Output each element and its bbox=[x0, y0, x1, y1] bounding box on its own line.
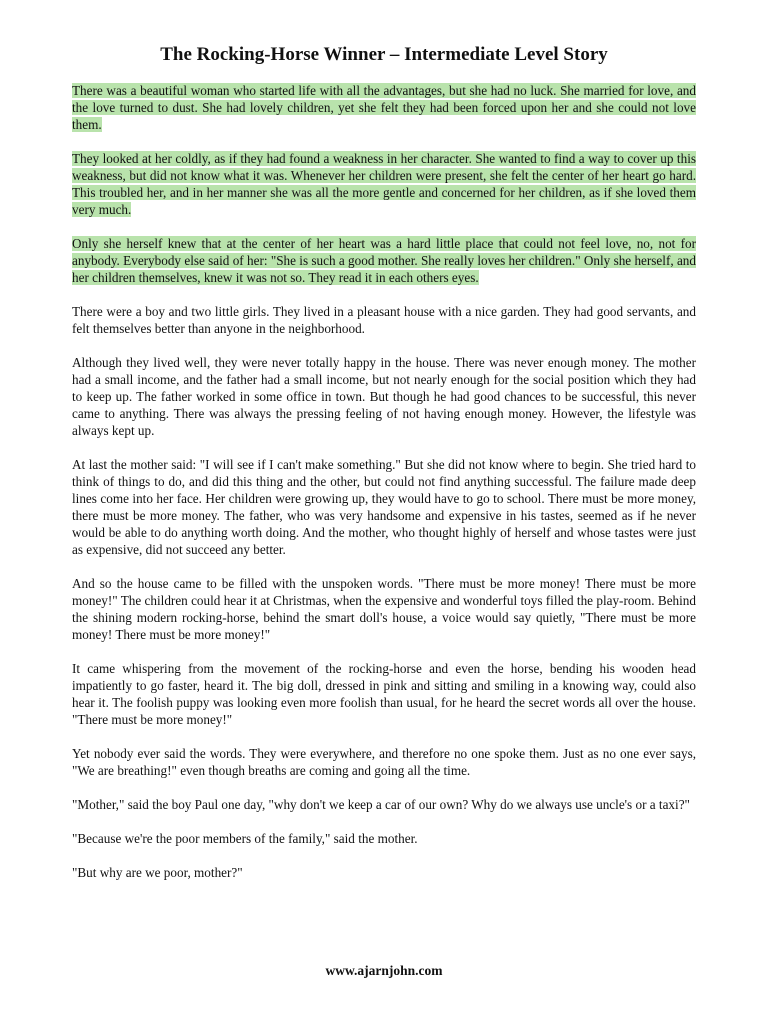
paragraph-1 bbox=[72, 82, 696, 133]
paragraph-12 bbox=[72, 864, 696, 881]
paragraph-5-text: Although they lived well, they were never totally happy in the house. There was never enough money. The mother had a small income, and the father had a small income, but not nearly enough for the social position which they had to keep up. The father worked in some office in town. But though he had good chances to be successful, this never came to anything. There was always the pressing feeling of not having enough money. However, the lifestyle was always kept up. bbox=[72, 355, 696, 438]
paragraph-9 bbox=[72, 745, 696, 779]
paragraph-1-text: There was a beautiful woman who started life with all the advantages, but she had no luck. She married for love, and the love turned to dust. She had lovely children, yet she felt they had been forced upon her and she could not love them. bbox=[72, 83, 696, 132]
paragraph-8 bbox=[72, 660, 696, 728]
paragraph-3 bbox=[72, 235, 696, 286]
paragraph-8-text: It came whispering from the movement of the rocking-horse and even the horse, bending his wooden head impatiently to go faster, heard it. The big doll, dressed in pink and sitting and smiling in a knowing way, could also hear it. The foolish puppy was looking even more foolish than usual, for he heard the secret words all over the house. "There must be more money!" bbox=[72, 661, 696, 727]
paragraph-2 bbox=[72, 150, 696, 218]
footer-url: www.ajarnjohn.com bbox=[325, 963, 443, 978]
page-title: The Rocking-Horse Winner – Intermediate Level Story bbox=[160, 44, 608, 65]
paragraph-6 bbox=[72, 456, 696, 558]
paragraph-9-text: Yet nobody ever said the words. They were everywhere, and therefore no one spoke them. Just as no one ever says, "We are breathing!" even though breaths are coming and going all the time. bbox=[72, 746, 696, 778]
paragraph-2-text: They looked at her coldly, as if they had found a weakness in her character. She wanted to find a way to cover up this weakness, but did not know what it was. Whenever her children were present, she felt the center of her heart go hard. This troubled her, and in her manner she was all the more gentle and concerned for her children, as if she loved them very much. bbox=[72, 151, 696, 217]
paragraph-10 bbox=[72, 796, 696, 813]
paragraph-7 bbox=[72, 575, 696, 643]
paragraph-4-text: There were a boy and two little girls. They lived in a pleasant house with a nice garden. They had good servants, and felt themselves better than anyone in the neighborhood. bbox=[72, 304, 696, 336]
paragraph-5 bbox=[72, 354, 696, 439]
paragraph-3-text: Only she herself knew that at the center of her heart was a hard little place that could not feel love, no, not for anybody. Everybody else said of her: "She is such a good mother. She really loves her children." Only she herself, and her children themselves, knew it was not so. They read it in each others eyes. bbox=[72, 236, 696, 285]
paragraph-10-text: "Mother," said the boy Paul one day, "why don't we keep a car of our own? Why do we always use uncle's or a taxi?" bbox=[72, 797, 690, 812]
paragraph-6-text: At last the mother said: "I will see if I can't make something." But she did not know where to begin. She tried hard to think of things to do, and did this thing and the other, but could not find anything successful. The failure made deep lines come into her face. Her children were growing up, they would have to go to school. There must be more money, there must be more money. The father, who was very handsome and expensive in his tastes, seemed as if he never would be able to do anything worth doing. And the mother, who thought highly of herself and whose tastes were just as expensive, did not succeed any better. bbox=[72, 457, 696, 557]
paragraph-11 bbox=[72, 830, 696, 847]
paragraph-11-text: "Because we're the poor members of the family," said the mother. bbox=[72, 831, 418, 846]
paragraph-4 bbox=[72, 303, 696, 337]
paragraph-7-text: And so the house came to be filled with the unspoken words. "There must be more money! There must be more money!" The children could hear it at Christmas, when the expensive and wonderful toys filled the play-room. Behind the shining modern rocking-horse, behind the smart doll's house, a voice would say quietly, "There must be more money! There must be more money!" bbox=[72, 576, 696, 642]
paragraph-12-text: "But why are we poor, mother?" bbox=[72, 865, 243, 880]
story-body bbox=[72, 82, 696, 898]
